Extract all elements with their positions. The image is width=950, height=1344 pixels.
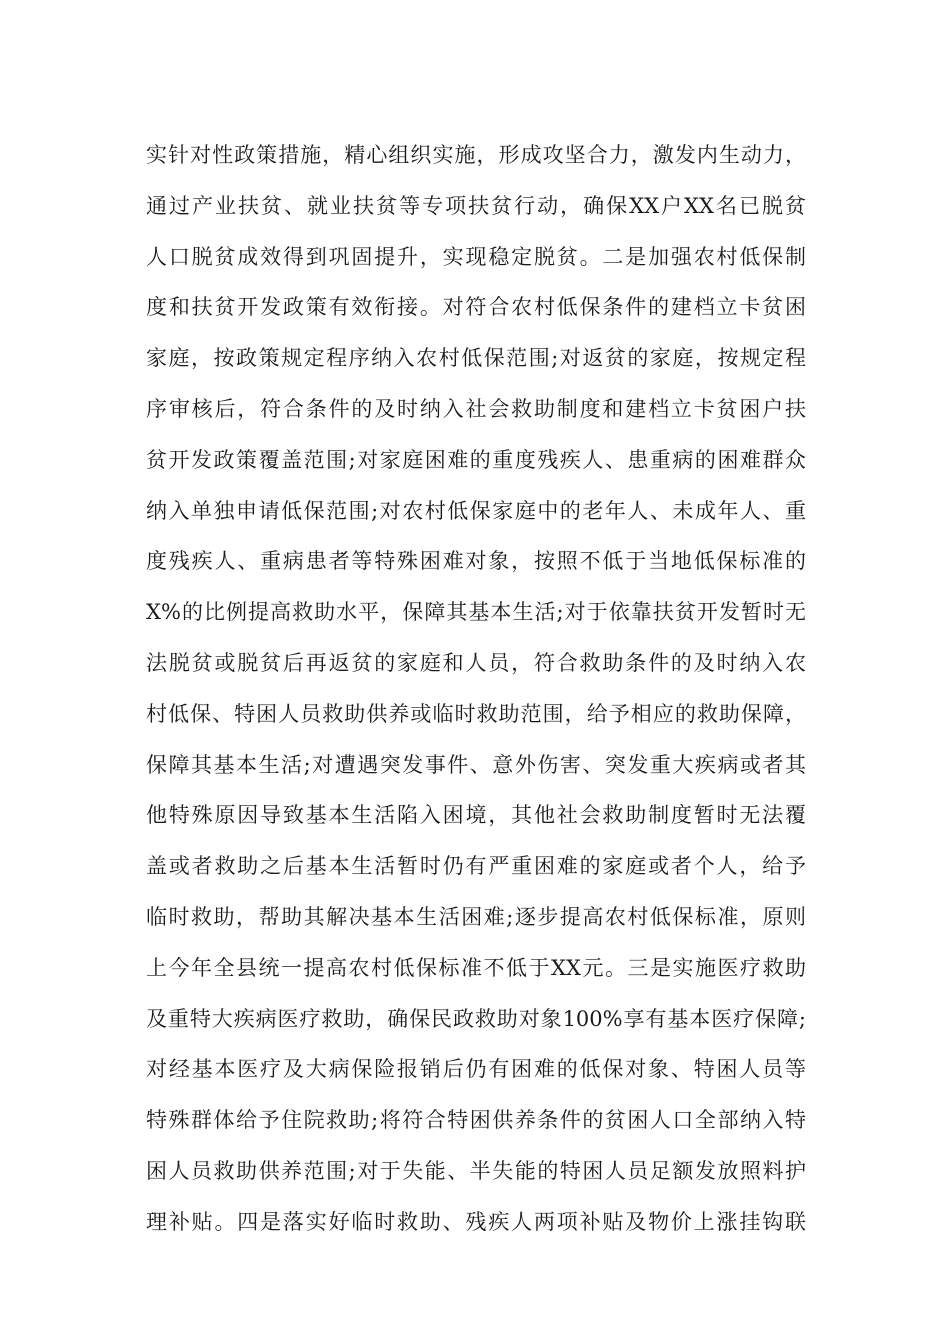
text-line-8: 纳入单独申请低保范围;对农村低保家庭中的老年人、未成年人、重 <box>146 498 806 523</box>
text-line-12: 村低保、特困人员救助供养或临时救助范围，给予相应的救助保障， <box>146 701 806 726</box>
text-line-5: 家庭，按政策规定程序纳入农村低保范围;对返贫的家庭，按规定程 <box>146 346 806 371</box>
text-line-21: 困人员救助供养范围;对于失能、半失能的特困人员足额发放照料护 <box>146 1158 806 1183</box>
body-text <box>146 130 806 1248</box>
text-line-3: 人口脱贫成效得到巩固提升，实现稳定脱贫。二是加强农村低保制 <box>146 244 806 269</box>
text-line-2: 通过产业扶贫、就业扶贫等专项扶贫行动，确保XX户XX名已脱贫 <box>146 193 806 218</box>
text-line-4: 度和扶贫开发政策有效衔接。对符合农村低保条件的建档立卡贫困 <box>146 295 806 320</box>
text-line-19: 对经基本医疗及大病保险报销后仍有困难的低保对象、特困人员等 <box>146 1057 806 1082</box>
text-line-18: 及重特大疾病医疗救助，确保民政救助对象100%享有基本医疗保障; <box>146 1006 806 1031</box>
text-line-13: 保障其基本生活;对遭遇突发事件、意外伤害、突发重大疾病或者其 <box>146 752 806 777</box>
text-line-15: 盖或者救助之后基本生活暂时仍有严重困难的家庭或者个人，给予 <box>146 854 806 879</box>
text-line-9: 度残疾人、重病患者等特殊困难对象，按照不低于当地低保标准的 <box>146 549 806 574</box>
text-line-14: 他特殊原因导致基本生活陷入困境，其他社会救助制度暂时无法覆 <box>146 803 806 828</box>
text-line-17: 上今年全县统一提高农村低保标准不低于XX元。三是实施医疗救助 <box>146 955 806 980</box>
text-line-1: 实针对性政策措施，精心组织实施，形成攻坚合力，激发内生动力， <box>146 143 806 167</box>
text-line-16: 临时救助，帮助其解决基本生活困难;逐步提高农村低保标准，原则 <box>146 904 806 929</box>
text-line-10: X%的比例提高救助水平，保障其基本生活;对于依靠扶贫开发暂时无 <box>146 600 806 625</box>
text-line-6: 序审核后，符合条件的及时纳入社会救助制度和建档立卡贫困户扶 <box>146 396 806 421</box>
text-line-11: 法脱贫或脱贫后再返贫的家庭和人员，符合救助条件的及时纳入农 <box>146 650 806 675</box>
text-line-22: 理补贴。四是落实好临时救助、残疾人两项补贴及物价上涨挂钩联 <box>146 1209 806 1234</box>
text-line-7: 贫开发政策覆盖范围;对家庭困难的重度残疾人、患重病的困难群众 <box>146 447 806 472</box>
text-line-20: 特殊群体给予住院救助;将符合特困供养条件的贫困人口全部纳入特 <box>146 1108 806 1133</box>
